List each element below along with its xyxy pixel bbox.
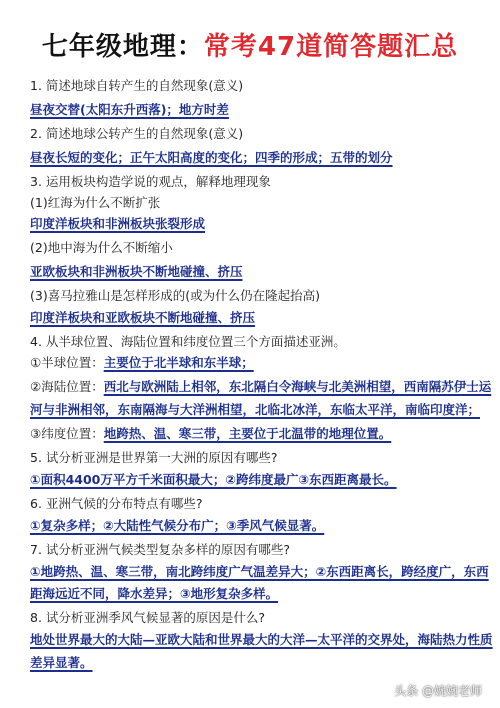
labeled-answer-line xyxy=(30,354,480,372)
answer-line xyxy=(30,631,493,649)
answer-line xyxy=(30,563,489,581)
answer-text: 主要位于北半球和东半球； xyxy=(103,355,254,370)
answer-text: ①复杂多样；②大陆性气候分布广；③季风气候显著。 xyxy=(30,518,325,533)
answer-line xyxy=(30,471,480,489)
question-line xyxy=(30,239,480,257)
question-text: (3)喜马拉雅山是怎样形成的(或为什么仍在隆起抬高) xyxy=(30,288,320,303)
question-text: (1)红海为什么不断扩张 xyxy=(30,195,161,210)
title-black-part: 七年级地理： xyxy=(41,32,204,62)
question-text: 8. 试分析亚洲季风气候显著的原因是什么? xyxy=(30,610,266,625)
answer-line xyxy=(30,517,480,535)
question-line xyxy=(30,333,480,351)
question-line xyxy=(30,449,480,467)
question-line xyxy=(30,609,480,627)
answer-line xyxy=(30,149,480,167)
answer-text: 亚欧板块和非洲板块不断地碰撞、挤压 xyxy=(30,264,243,279)
question-text: 3. 运用板块构造学说的观点，解释地理现象 xyxy=(30,174,271,189)
page-title xyxy=(0,30,500,64)
labeled-answer-line xyxy=(30,378,492,396)
question-line xyxy=(30,173,480,191)
answer-line xyxy=(30,215,480,233)
question-text: 6. 亚洲气候的分布特点有哪些? xyxy=(30,496,203,511)
answer-line xyxy=(30,101,480,119)
question-line xyxy=(30,194,480,212)
answer-line xyxy=(30,401,480,419)
question-line xyxy=(30,287,480,305)
title-red-part: 常考47道简答题汇总 xyxy=(203,32,459,62)
answer-text: 河与非洲相邻，东南隔海与大洋洲相望，北临北冰洋，东临太平洋，南临印度洋； xyxy=(30,402,481,417)
answer-label: ③纬度位置： xyxy=(30,426,104,441)
answer-text: 印度洋板块和亚欧板块不断地碰撞、挤压 xyxy=(30,310,256,325)
answer-text: 距海远近不同，降水差异；③地形复杂多样。 xyxy=(30,586,279,601)
answer-text: 昼夜长短的变化；正午太阳高度的变化；四季的形成；五带的划分 xyxy=(30,150,393,165)
answer-text: 地处世界最大的大陆—亚欧大陆和世界最大的大洋—太平洋的交界处，海陆热力性质 xyxy=(30,632,493,647)
question-line xyxy=(30,495,480,513)
labeled-answer-line xyxy=(30,425,480,443)
question-text: 5. 试分析亚洲是世界第一大洲的原因有哪些? xyxy=(30,450,278,465)
answer-line xyxy=(30,263,480,281)
answer-text: 印度洋板块和非洲板块张裂形成 xyxy=(30,216,206,231)
answer-line xyxy=(30,585,480,603)
question-text: 4. 从半球位置、海陆位置和纬度位置三个方面描述亚洲。 xyxy=(30,334,346,349)
answer-text: ①地跨热、温、寒三带，南北跨纬度广气温差异大；②东西距离长，跨经度广，东西 xyxy=(30,564,489,579)
answer-text: 西北与欧洲陆上相邻，东北隔白令海峡与北美洲相望，西南隔苏伊士运 xyxy=(103,379,492,394)
answer-label: ②海陆位置： xyxy=(30,379,104,394)
question-text: 1. 简述地球自转产生的自然现象(意义) xyxy=(30,78,244,93)
question-text: 2. 简述地球公转产生的自然现象(意义) xyxy=(30,126,244,141)
question-text: (2)地中海为什么不断缩小 xyxy=(30,240,173,255)
question-line xyxy=(30,541,480,559)
answer-line xyxy=(30,654,480,672)
answer-text: 地跨热、温、寒三带，主要位于北温带的地理位置。 xyxy=(103,426,392,441)
question-line xyxy=(30,77,480,95)
question-line xyxy=(30,125,480,143)
answer-label: ①半球位置： xyxy=(30,355,104,370)
answer-text: 昼夜交替(太阳东升西落)；地方时差 xyxy=(30,102,229,117)
watermark: 头条 @婉婉老师 xyxy=(394,684,482,698)
answer-text: ①面积4400万平方千米面积最大；②跨纬度最广③东西距离最长。 xyxy=(30,472,397,487)
answer-text: 差异显著。 xyxy=(30,655,93,670)
answer-line xyxy=(30,309,480,327)
question-text: 7. 试分析亚洲气候类型复杂多样的原因有哪些? xyxy=(30,542,291,557)
